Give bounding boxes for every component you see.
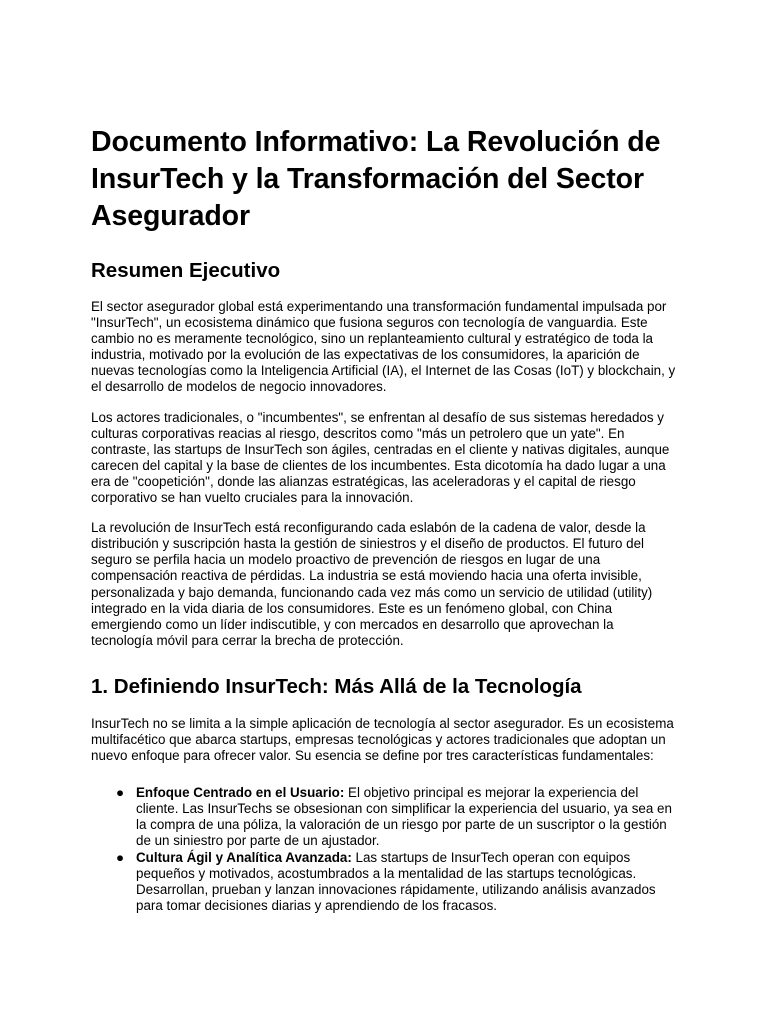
bullet-text: Las startups de InsurTech operan con equipos pequeños y motivados, acostumbrados a la mentalidad de las startups tecnológicas. Desarrollan, prueban y lanzan innovaciones rápidamente, utilizando análisis avanzados para tomar decisiones diarias y aprendiendo de los fracasos. bbox=[136, 849, 656, 913]
paragraph: Los actores tradicionales, o "incumbentes", se enfrentan al desafío de sus sistemas heredados y culturas corporativas reacias al riesgo, descritos como "más un petrolero que un yate". En contraste, las startups de InsurTech son ágiles, centradas en el cliente y nativas digitales, aunque carecen del capital y la base de clientes de los incumbentes. Esta dicotomía ha dado lugar a una era de "coopetición", donde las alianzas estratégicas, las aceleradoras y el capital de riesgo corporativo se han vuelto cruciales para la innovación. bbox=[91, 409, 670, 506]
bullet-icon: ● bbox=[116, 785, 125, 801]
bullet-term: Cultura Ágil y Analítica Avanzada: bbox=[136, 849, 352, 865]
document-title: Documento Informativo: La Revolución de InsurTech y la Transformación del Sector Asegurador bbox=[91, 126, 661, 232]
bullet-list bbox=[91, 785, 678, 914]
paragraph: La revolución de InsurTech está reconfigurando cada eslabón de la cadena de valor, desde la distribución y suscripción hasta la gestión de siniestros y el diseño de productos. El futuro del seguro se perfila hacia un modelo proactivo de prevención de riesgos en lugar de una compensación reactiva de pérdidas. La industria se está moviendo hacia una oferta invisible, personalizada y bajo demanda, funcionando cada vez más como un servicio de utilidad (utility) integrado en la vida diaria de los consumidores. Este es un fenómeno global, con China emergiendo como un líder indiscutible, y con mercados en desarrollo que aprovechan la tecnología móvil para cerrar la brecha de protección. bbox=[91, 520, 653, 648]
paragraph: InsurTech no se limita a la simple aplicación de tecnología al sector asegurador. Es un ecosistema multifacético que abarca startups, empresas tecnológicas y actores tradicionales que adoptan un nuevo enfoque para ofrecer valor. Su esencia se define por tres características fundamentales: bbox=[91, 715, 674, 764]
bullet-icon: ● bbox=[116, 849, 125, 865]
paragraph: El sector asegurador global está experimentando una transformación fundamental impulsada por "InsurTech", un ecosistema dinámico que fusiona seguros con tecnología de vanguardia. Este cambio no es meramente tecnológico, sino un replanteamiento cultural y estratégico de toda la industria, motivado por la evolución de las expectativas de los consumidores, la aparición de nuevas tecnologías como la Inteligencia Artificial (IA), el Internet de las Cosas (IoT) y blockchain, y el desarrollo de modelos de negocio innovadores. bbox=[91, 299, 676, 395]
section-heading-definiendo: 1. Definiendo InsurTech: Más Allá de la Tecnología bbox=[91, 674, 582, 698]
list-item bbox=[116, 849, 678, 914]
list-item bbox=[116, 785, 678, 849]
section-heading-resumen: Resumen Ejecutivo bbox=[91, 259, 281, 282]
bullet-term: Enfoque Centrado en el Usuario: bbox=[136, 785, 345, 801]
bullet-text: El objetivo principal es mejorar la experiencia del cliente. Las InsurTechs se obsesionan con simplificar la experiencia del usuario, ya sea en la compra de una póliza, la valoración de un riesgo por parte de un suscriptor o la gestión de un siniestro por parte de un ajustador. bbox=[136, 785, 672, 849]
